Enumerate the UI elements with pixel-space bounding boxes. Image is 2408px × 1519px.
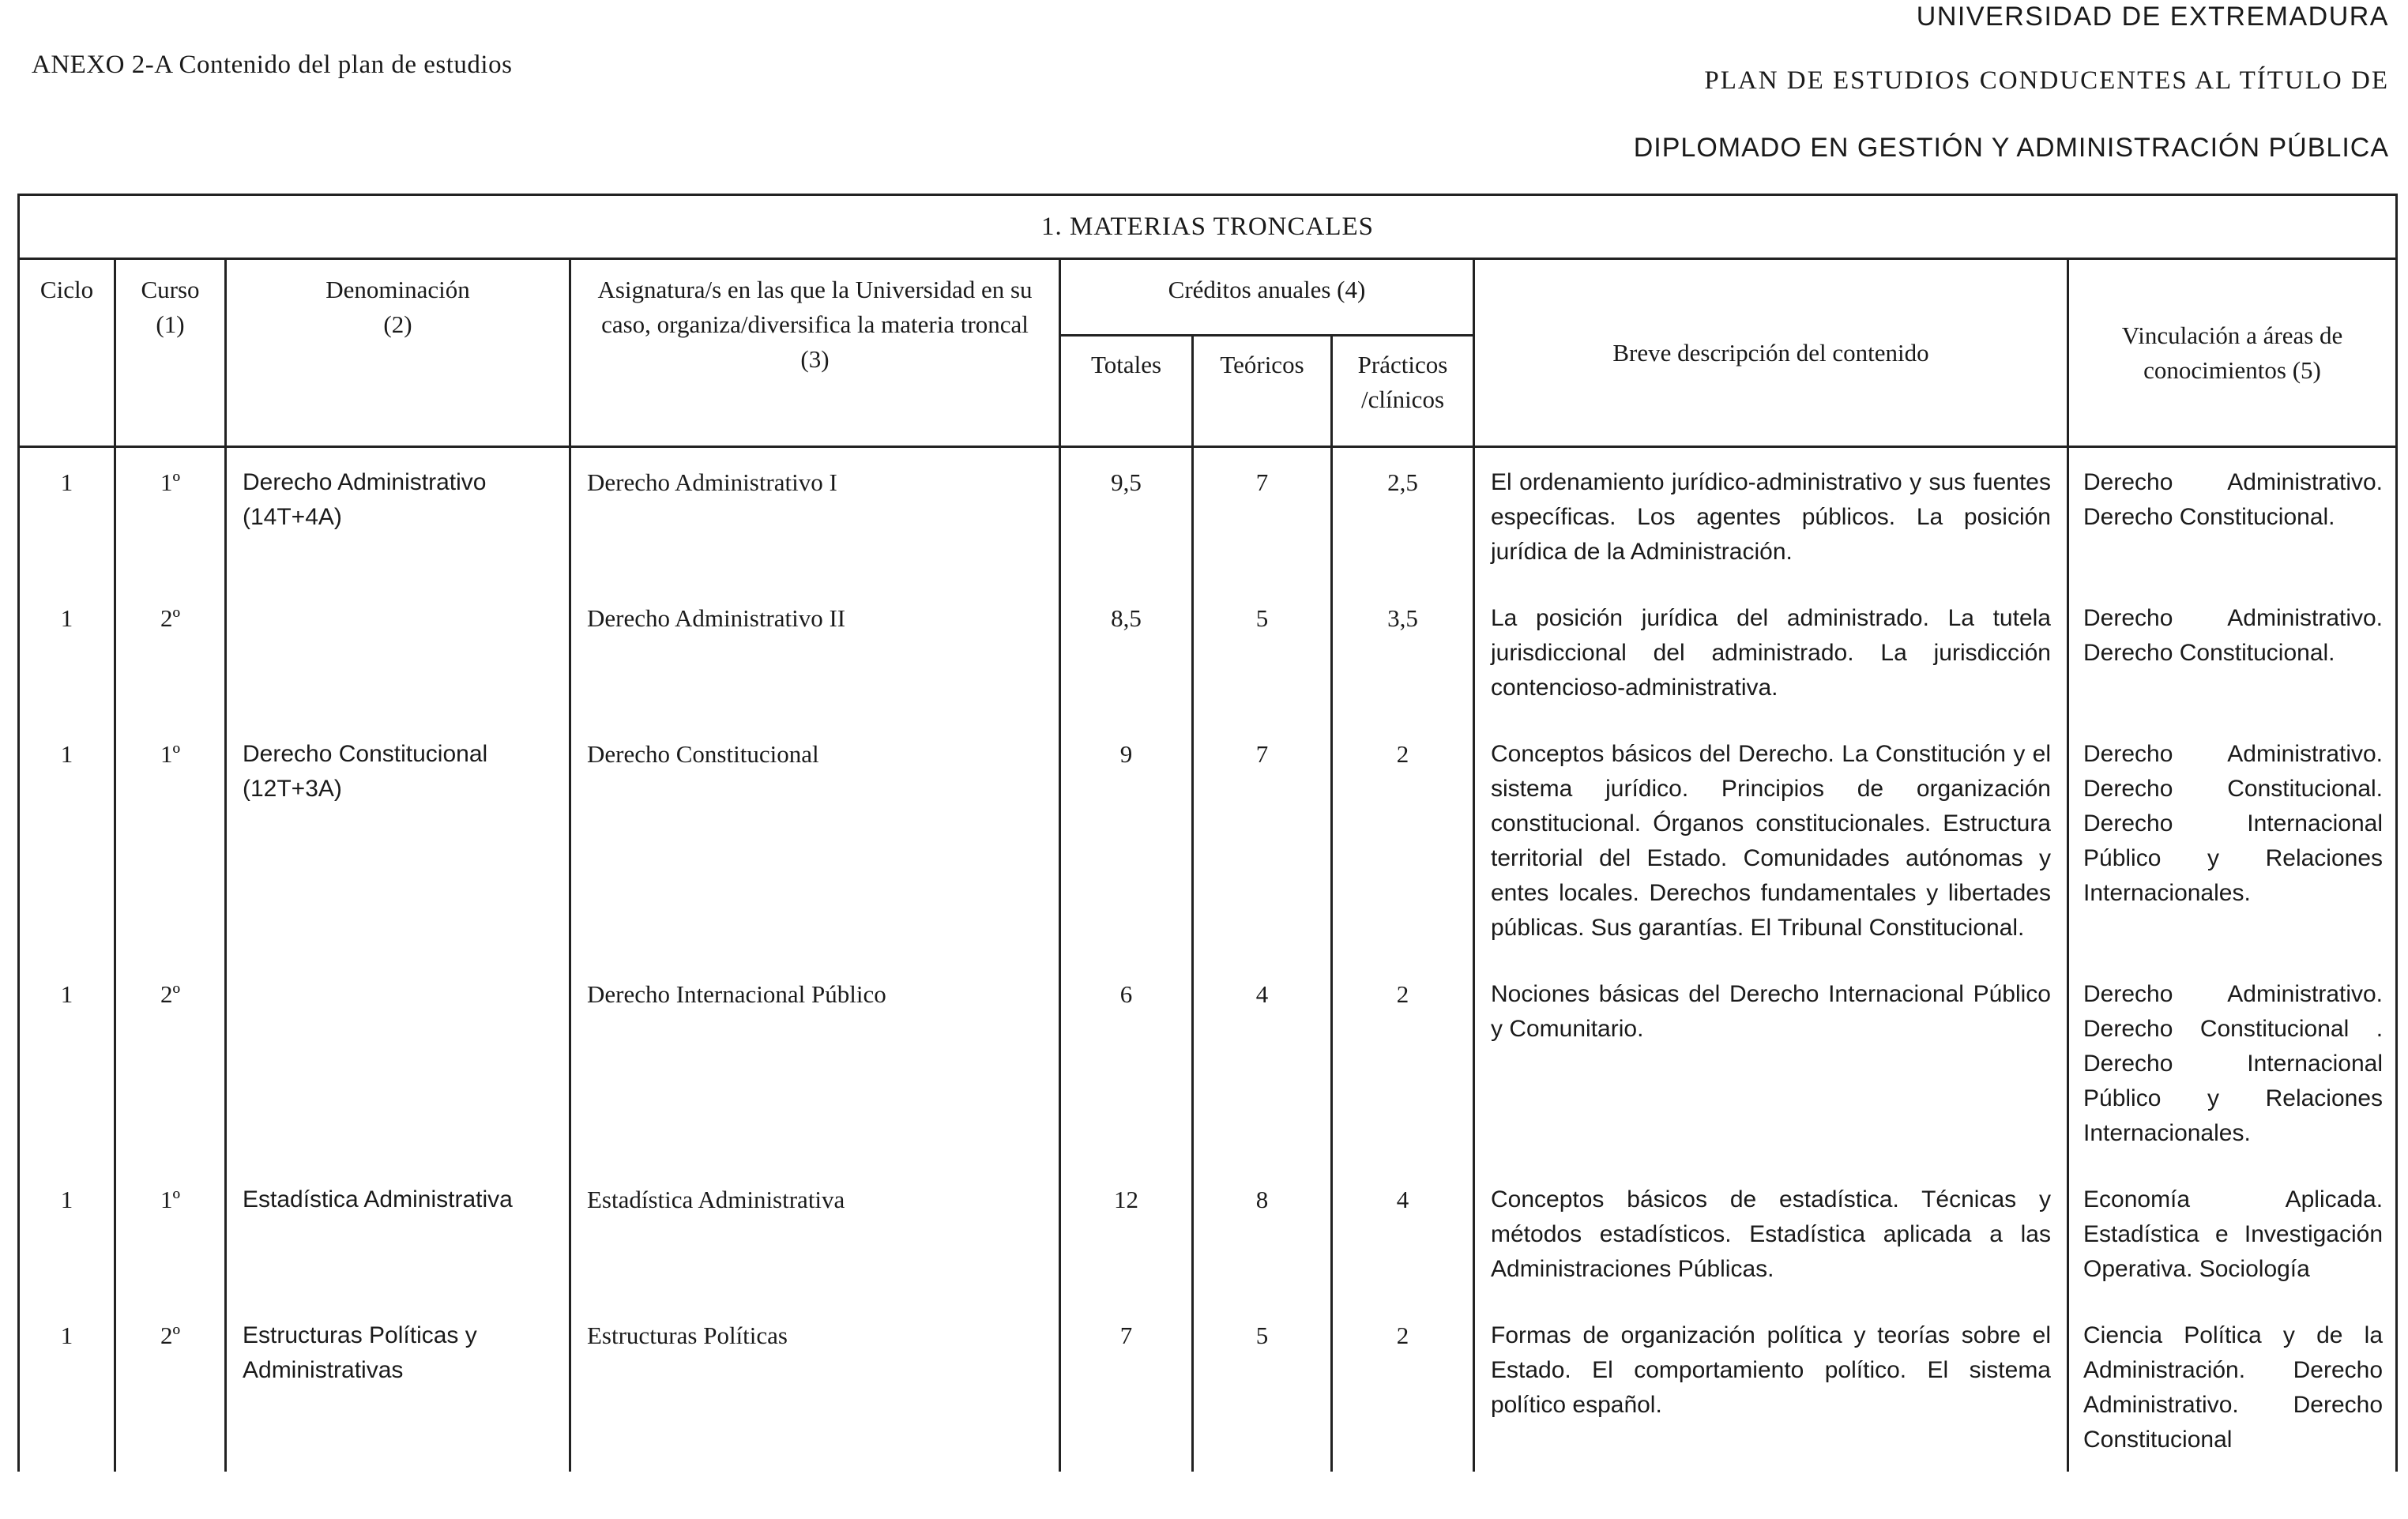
cell-descripcion: El ordenamiento jurídico-administrativo y sus fuentes específicas. Los agentes públicos. La posición jurídica de la Administración.	[1474, 447, 2068, 585]
plan-title: PLAN DE ESTUDIOS CONDUCENTES AL TÍTULO DE	[1704, 66, 2389, 95]
cell-curso: 1º	[115, 447, 226, 585]
col-ciclo-header	[19, 259, 115, 447]
col-denominacion-header	[226, 259, 570, 447]
table-title: 1. MATERIAS TRONCALES	[19, 195, 2397, 259]
col-totales-header	[1060, 336, 1193, 447]
cell-descripcion: La posición jurídica del administrado. La tutela jurisdiccional del administrado. La jurisdicción contencioso-administrativa.	[1474, 584, 2068, 720]
cell-teoricos: 7	[1193, 720, 1332, 960]
cell-ciclo: 1	[19, 960, 115, 1165]
cell-descripcion: Conceptos básicos de estadística. Técnicas y métodos estadísticos. Estadística aplicada a las Administraciones Públicas.	[1474, 1165, 2068, 1301]
cell-practicos: 2,5	[1332, 447, 1474, 585]
cell-asignatura: Estructuras Políticas	[570, 1301, 1060, 1472]
col-totales-label: Totales	[1090, 351, 1162, 378]
table-row	[19, 447, 2397, 585]
col-practicos-label: Prácticos /clínicos	[1357, 351, 1448, 413]
cell-totales: 9,5	[1060, 447, 1193, 585]
cell-ciclo: 1	[19, 447, 115, 585]
cell-vinculacion: Economía Aplicada. Estadística e Investigación Operativa. Sociología	[2068, 1165, 2397, 1301]
cell-teoricos: 5	[1193, 584, 1332, 720]
cell-denominacion: Estructuras Políticas y Administrativas	[226, 1301, 570, 1472]
col-creditos-header	[1060, 259, 1474, 336]
cell-totales: 12	[1060, 1165, 1193, 1301]
table-row	[19, 720, 2397, 960]
cell-totales: 9	[1060, 720, 1193, 960]
col-curso-label: Curso	[141, 276, 200, 303]
table-row	[19, 1165, 2397, 1301]
cell-curso: 2º	[115, 584, 226, 720]
cell-denominacion: Derecho Administrativo (14T+4A)	[226, 447, 570, 585]
degree-title: DIPLOMADO EN GESTIÓN Y ADMINISTRACIÓN PÚBLICA	[1633, 133, 2389, 163]
col-ciclo-label: Ciclo	[40, 276, 94, 303]
cell-totales: 7	[1060, 1301, 1193, 1472]
cell-descripcion: Nociones básicas del Derecho Internacional Público y Comunitario.	[1474, 960, 2068, 1165]
cell-teoricos: 5	[1193, 1301, 1332, 1472]
table-row	[19, 1301, 2397, 1472]
cell-denominacion	[226, 584, 570, 720]
cell-vinculacion: Derecho Administrativo. Derecho Constitucional.	[2068, 584, 2397, 720]
col-curso-header	[115, 259, 226, 447]
cell-denominacion: Estadística Administrativa	[226, 1165, 570, 1301]
cell-vinculacion: Derecho Administrativo. Derecho Constitucional.	[2068, 447, 2397, 585]
cell-curso: 1º	[115, 1165, 226, 1301]
cell-practicos: 2	[1332, 1301, 1474, 1472]
cell-curso: 2º	[115, 960, 226, 1165]
table-row	[19, 584, 2397, 720]
cell-asignatura: Derecho Administrativo I	[570, 447, 1060, 585]
table-row	[19, 960, 2397, 1165]
cell-descripcion: Formas de organización política y teorías sobre el Estado. El comportamiento político. El sistema político español.	[1474, 1301, 2068, 1472]
cell-practicos: 3,5	[1332, 584, 1474, 720]
cell-descripcion: Conceptos básicos del Derecho. La Constitución y el sistema jurídico. Principios de organización constitucional. Órganos constitucionales. Estructura territorial del Estado. Comunidades autónomas y entes locales. Derechos fundamentales y libertades públicas. Sus garantías. El Tribunal Constitucional.	[1474, 720, 2068, 960]
cell-asignatura: Derecho Administrativo II	[570, 584, 1060, 720]
cell-denominacion	[226, 960, 570, 1165]
annex-label: ANEXO 2-A Contenido del plan de estudios	[32, 51, 513, 79]
cell-practicos: 2	[1332, 960, 1474, 1165]
cell-asignatura: Derecho Internacional Público	[570, 960, 1060, 1165]
cell-ciclo: 1	[19, 720, 115, 960]
cell-ciclo: 1	[19, 1165, 115, 1301]
col-descripcion-header	[1474, 259, 2068, 447]
cell-vinculacion: Derecho Administrativo. Derecho Constitucional. Derecho Internacional Público y Relaciones Internacionales.	[2068, 720, 2397, 960]
col-teoricos-header	[1193, 336, 1332, 447]
cell-curso: 1º	[115, 720, 226, 960]
col-denominacion-label: Denominación	[325, 276, 470, 303]
curriculum-table	[17, 194, 2398, 1472]
cell-teoricos: 7	[1193, 447, 1332, 585]
col-descripcion-label: Breve descripción del contenido	[1612, 338, 1929, 367]
cell-vinculacion: Ciencia Política y de la Administración. Derecho Administrativo. Derecho Constitucional	[2068, 1301, 2397, 1472]
cell-asignatura: Derecho Constitucional	[570, 720, 1060, 960]
cell-teoricos: 8	[1193, 1165, 1332, 1301]
col-denominacion-note: (2)	[383, 310, 412, 338]
col-curso-note: (1)	[156, 310, 185, 338]
col-creditos-label: Créditos anuales (4)	[1168, 276, 1366, 303]
cell-denominacion: Derecho Constitucional (12T+3A)	[226, 720, 570, 960]
col-teoricos-label: Teóricos	[1220, 351, 1304, 378]
col-practicos-header	[1332, 336, 1474, 447]
col-vinculacion-label: Vinculación a áreas de conocimientos (5)	[2121, 321, 2343, 384]
cell-teoricos: 4	[1193, 960, 1332, 1165]
cell-asignatura: Estadística Administrativa	[570, 1165, 1060, 1301]
col-asignaturas-label: Asignatura/s en las que la Universidad en su caso, organiza/diversifica la materia troncal (3)	[597, 276, 1033, 373]
cell-curso: 2º	[115, 1301, 226, 1472]
cell-practicos: 2	[1332, 720, 1474, 960]
cell-ciclo: 1	[19, 1301, 115, 1472]
university-name: UNIVERSIDAD DE EXTREMADURA	[1916, 2, 2389, 32]
cell-practicos: 4	[1332, 1165, 1474, 1301]
cell-vinculacion: Derecho Administrativo. Derecho Constitucional . Derecho Internacional Público y Relaciones Internacionales.	[2068, 960, 2397, 1165]
cell-ciclo: 1	[19, 584, 115, 720]
cell-totales: 8,5	[1060, 584, 1193, 720]
col-vinculacion-header	[2068, 259, 2397, 447]
cell-totales: 6	[1060, 960, 1193, 1165]
col-asignaturas-header	[570, 259, 1060, 447]
